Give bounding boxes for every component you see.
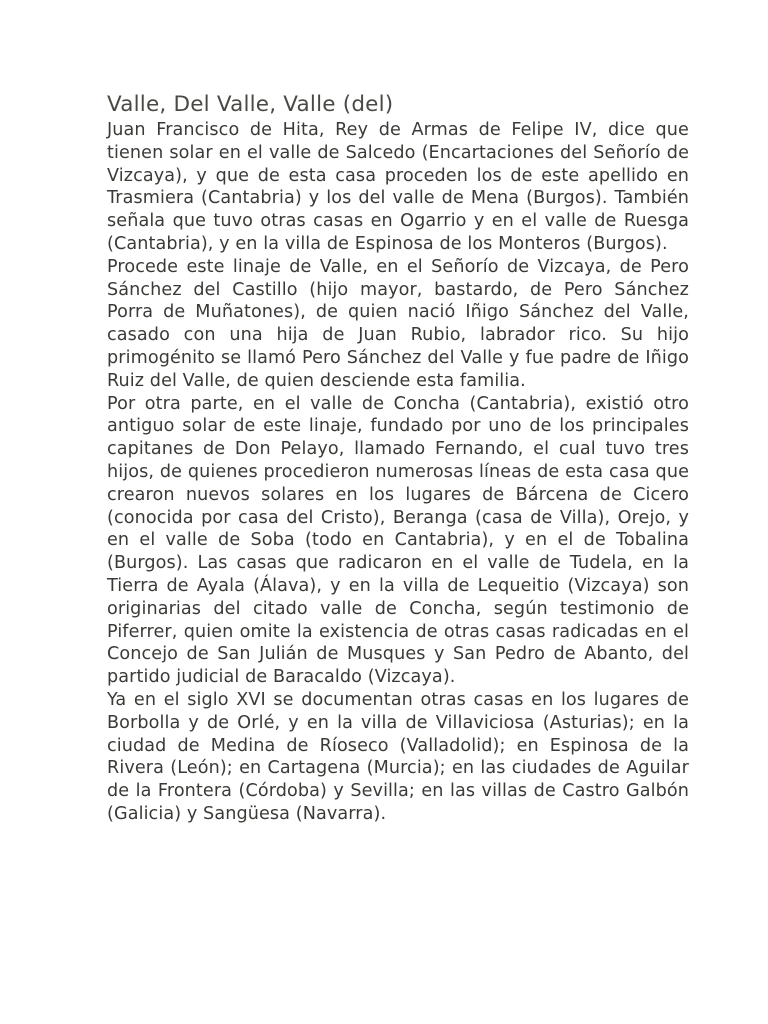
- document-title: Valle, Del Valle, Valle (del): [107, 92, 394, 117]
- paragraph-origin-salcedo: Juan Francisco de Hita, Rey de Armas de Felipe IV, dice que tienen solar en el valle de Salcedo (Encartaciones del Señorío de Vizcaya), y que de esta casa proceden los de este apellido en Trasmiera (Cantabria) y los del valle de Mena (Burgos). También señala que tuvo otras casas en Ogarrio y en el valle de Ruesga (Cantabria), y en la villa de Espinosa de los Monteros (Burgos).: [107, 120, 689, 254]
- paragraph-siglo-xvi: Ya en el siglo XVI se documentan otras casas en los lugares de Borbolla y de Orlé, y en la villa de Villaviciosa (Asturias); en la ciudad de Medina de Ríoseco (Valladolid); en Espinosa de la Rivera (León); en Cartagena (Murcia); en las ciudades de Aguilar de la Frontera (Córdoba) y Sevilla; en las villas de Castro Galbón (Galicia) y Sangüesa (Navarra).: [107, 689, 689, 824]
- paragraph-lineage-vizcaya: Procede este linaje de Valle, en el Señorío de Vizcaya, de Pero Sánchez del Castillo (hijo mayor, bastardo, de Pero Sánchez Porra de Muñatones), de quien nació Iñigo Sánchez del Valle, casado con una hija de Juan Rubio, labrador rico. Su hijo primogénito se llamó Pero Sánchez del Valle y fue padre de Iñigo Ruiz del Valle, de quien desciende esta familia.: [107, 256, 689, 391]
- document-page: [107, 91, 689, 826]
- paragraph-concha-solar: Por otra parte, en el valle de Concha (Cantabria), existió otro antiguo solar de este linaje, fundado por uno de los principales capitanes de Don Pelayo, llamado Fernando, el cual tuvo tres hijos, de quienes procedieron numerosas líneas de esta casa que crearon nuevos solares en los lugares de Bárcena de Cicero (conocida por casa del Cristo), Beranga (casa de Villa), Orejo, y en el valle de Soba (todo en Cantabria), y en el de Tobalina (Burgos). Las casas que radicaron en el valle de Tudela, en la Tierra de Ayala (Álava), y en la villa de Lequeitio (Vizcaya) son originarias del citado valle de Concha, según testimonio de Piferrer, quien omite la existencia de otras casas radicadas en el Concejo de San Julián de Musques y San Pedro de Abanto, del partido judicial de Baracaldo (Vizcaya).: [107, 393, 689, 688]
